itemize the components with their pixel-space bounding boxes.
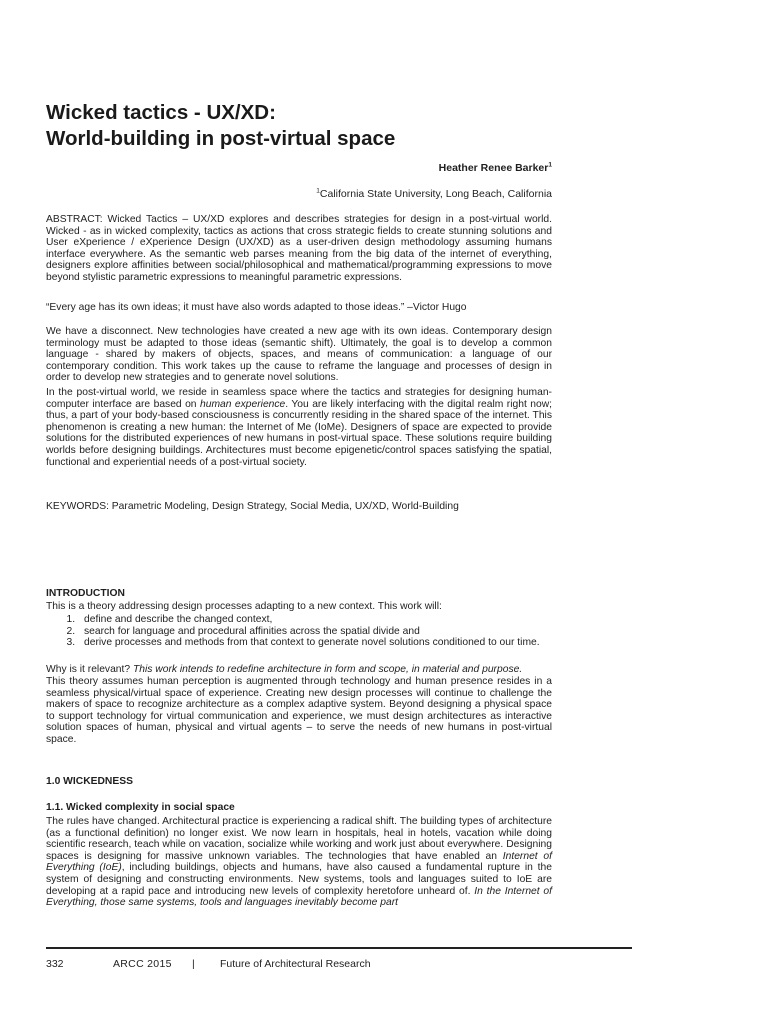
section-1-heading: 1.0 WICKEDNESS (46, 776, 133, 787)
author-text: Heather Renee Barker (438, 162, 549, 174)
s11-text-a: The rules have changed. Architectural practice is experiencing a radical shift. The building types of architecture (as a functional definition) no longer exist. We now learn in hospitals, heal in hotels, vacation while doing scientific research, teach while on vacation, socialize while working and work just about everywhere. Designing spaces is designing for massive unknown variables. The technologies that have enabled an (46, 816, 552, 862)
section-1-1-paragraph (46, 816, 552, 909)
epigraph-quote: “Every age has its own ideas; it must have also words adapted to those ideas.” –Victor Hugo (46, 302, 467, 313)
s11-text-b: , including buildings, objects and humans, have also caused a fundamental rupture in the system of designing and constructing environments. New systems, tools and languages suited to IoE are developing at a rapid pace and introducing new levels of complexity heretofore unheard of. (46, 862, 552, 897)
paper-title (46, 100, 646, 152)
s11-emphasis-2: In the Internet of Everything, those same systems, tools and languages inevitably become part (46, 885, 552, 909)
conference-name: ARCC 2015 (113, 958, 172, 970)
page-number: 332 (46, 958, 64, 970)
para2-emphasis: human experience (199, 398, 286, 410)
section-1-1-heading: 1.1. Wicked complexity in social space (46, 802, 235, 813)
title-line-2: World-building in post-virtual space (46, 127, 396, 150)
introduction-paragraph: This theory assumes human perception is augmented through technology and human presence resides in a seamless physical/virtual space of experience. Creating new design processes will continue to challenge the makers of space to recognize architecture as a complex adaptive system. Beyond designing a physical space to support technology for virtual communication and experience, we must design architectures as interactive solution spaces of human, physical and virtual agents – to serve the needs of new humans in post-virtual space. (46, 676, 552, 745)
affiliation-text: California State University, Long Beach, California (319, 188, 552, 200)
body-paragraph-2 (46, 387, 552, 468)
relevance-sentence (46, 664, 552, 676)
introduction-lead: This is a theory addressing design processes adapting to a new context. This work will: (46, 601, 442, 612)
abstract: ABSTRACT: Wicked Tactics – UX/XD explores and describes strategies for design in a post-virtual world. Wicked - as in wicked complexity, tactics as actions that cross strategic fields to create stunning solutions and User eXperience / eXperience Design (UX/XD) as a user-driven design methodology assuming humans interface everywhere. As the semantic web parses meaning from the big data of the internet of everything, designers explore affinities between social/philosophical and mathematical/programming expressions to move beyond stylistic parametric expressions to meaningful parametric expressions. (46, 214, 552, 283)
relevance-emphasis: This work intends to redefine architecture in form and scope, in material and purpose. (132, 664, 523, 675)
keywords: KEYWORDS: Parametric Modeling, Design Strategy, Social Media, UX/XD, World-Building (46, 501, 459, 512)
affiliation (316, 188, 552, 200)
para2-text-b: . You are likely interfacing with the digital realm right now; thus, a part of your body-based consciousness is concurrently residing in the shared space of the internet. This phenomenon is creating a new human: the Internet of Me (IoMe). Designers of space are expected to provide solutions for the distributed experiences of new humans in post-virtual space. These solutions require building worlds before designing buildings. Architectures must become epigenetic/control spaces satisfying the spatial, functional and experiential needs of a post-virtual society. (46, 398, 552, 468)
series-title: Future of Architectural Research (220, 958, 371, 970)
footer-separator: | (192, 958, 195, 970)
author-name (439, 162, 552, 174)
author-superscript: 1 (548, 161, 552, 169)
list-item: 1. define and describe the changed context, (78, 614, 552, 626)
relevance-plain: Why is it relevant? (46, 664, 133, 675)
footer-rule (46, 947, 632, 949)
s11-emphasis-1: Internet of Everything (IoE) (46, 850, 552, 874)
list-item: 2. search for language and procedural affinities across the spatial divide and (78, 626, 552, 638)
affiliation-superscript: 1 (316, 187, 320, 195)
body-paragraph-1: We have a disconnect. New technologies have created a new age with its own ideas. Contemporary design terminology must be adapted to those ideas (semantic shift). Ultimately, the goal is to develop a common language - shared by makers of objects, spaces, and means of communication: a language of our contemporary condition. This work takes up the cause to reframe the language and processes of design in order to develop new strategies and to generate novel solutions. (46, 326, 552, 384)
title-line-1: Wicked tactics - UX/XD: (46, 101, 276, 124)
introduction-list (46, 614, 552, 649)
list-item: 3. derive processes and methods from that context to generate novel solutions conditioned to our time. (78, 637, 552, 649)
introduction-heading: INTRODUCTION (46, 588, 125, 599)
para2-text-a: In the post-virtual world, we reside in seamless space where the tactics and strategies for designing human-computer interface are based on (46, 387, 552, 410)
